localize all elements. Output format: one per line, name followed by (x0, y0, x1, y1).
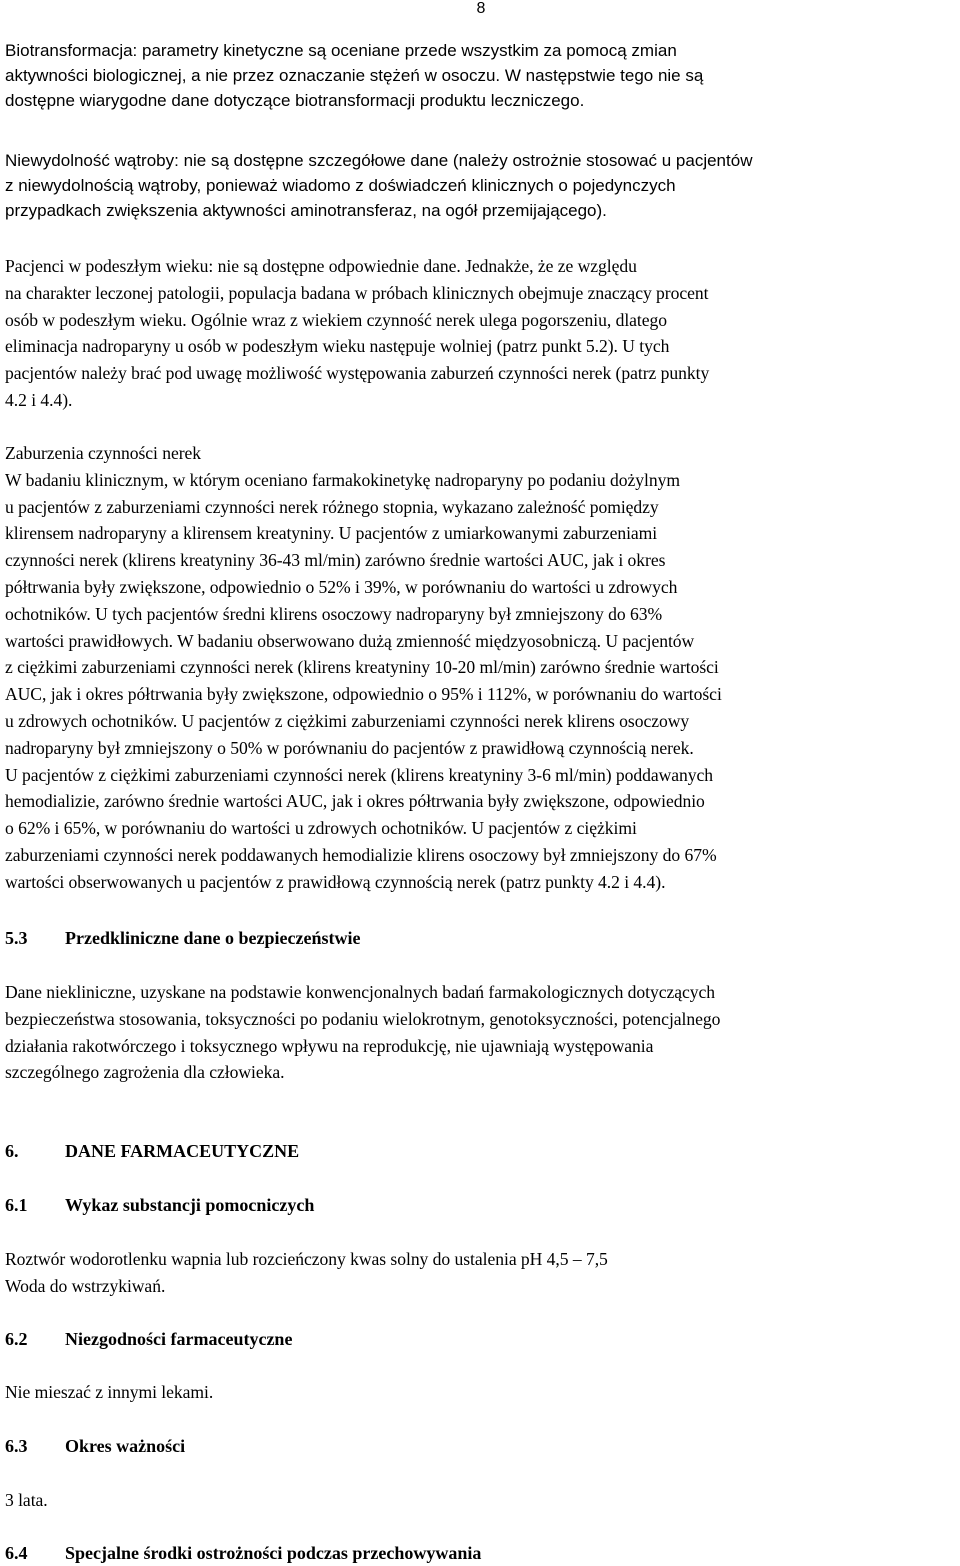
section-number: 6. (5, 1141, 19, 1161)
section-number: 6.3 (5, 1436, 28, 1456)
text-line: Pacjenci w podeszłym wieku: nie są dostępne odpowiednie dane. Jednakże, że ze względu (5, 256, 637, 276)
text-line: eliminacja nadroparyny u osób w podeszłym wieku następuje wolniej (patrz punkt 5.2). U tych (5, 336, 670, 357)
section-title: Specjalne środki ostrożności podczas przechowywania (65, 1543, 482, 1563)
section-title: Wykaz substancji pomocniczych (65, 1195, 315, 1215)
text-line: Dane niekliniczne, uzyskane na podstawie konwencjonalnych badań farmakologicznych dotyczących (5, 982, 716, 1002)
text-line: Nie mieszać z innymi lekami. (5, 1382, 214, 1402)
text-line: Woda do wstrzykiwań. (5, 1275, 166, 1296)
text-line: ochotników. U tych pacjentów średni klirens osoczowy nadroparyny był zmniejszony do 63% (5, 603, 663, 624)
text-line: bezpieczeństwa stosowania, toksyczności po podaniu wielokrotnym, genotoksyczności, potencjalnego (5, 1008, 721, 1029)
paragraph-preclinical (5, 979, 957, 1086)
paragraph-renal-impairment (5, 440, 957, 896)
paragraph-elderly (5, 253, 957, 414)
section-number: 6.1 (5, 1195, 28, 1215)
section-heading-6-2 (5, 1326, 957, 1352)
text-line: z ciężkimi zaburzeniami czynności nerek (klirens kreatyniny 10-20 ml/min) zarówno średnie wartości (5, 657, 719, 678)
section-heading-5-3 (5, 925, 957, 951)
section-number: 6.4 (5, 1543, 28, 1563)
text-line: klirensem nadroparyny a klirensem kreatyniny. U pacjentów z umiarkowanymi zaburzeniami (5, 523, 658, 544)
paragraph-biotransformation (5, 38, 957, 113)
paragraph-excipients (5, 1246, 957, 1300)
text-line: wartości obserwowanych u pacjentów z prawidłową czynnością nerek (patrz punkty 4.2 i 4.4). (5, 871, 666, 892)
text-line: Biotransformacja: parametry kinetyczne są oceniane przede wszystkim za pomocą zmian (5, 41, 677, 60)
page-number: 8 (476, 0, 486, 17)
section-title: Niezgodności farmaceutyczne (65, 1329, 293, 1349)
text-line: półtrwania były zwiększone, odpowiednio o 52% i 39%, w porównaniu do wartości u zdrowych (5, 576, 678, 597)
text-line: pacjentów należy brać pod uwagę możliwość występowania zaburzeń czynności nerek (patrz punkty (5, 363, 710, 384)
text-line: 3 lata. (5, 1490, 48, 1510)
section-number: 5.3 (5, 928, 28, 948)
text-line: na charakter leczonej patologii, populacja badana w próbach klinicznych obejmuje znaczący procent (5, 282, 709, 303)
text-line: U pacjentów z ciężkimi zaburzeniami czynności nerek (klirens kreatyniny 3-6 ml/min) poddawanych (5, 764, 714, 785)
text-line: Zaburzenia czynności nerek (5, 443, 202, 463)
text-line: nadroparyny był zmniejszony o 50% w porównaniu do pacjentów z prawidłową czynnością nerek. (5, 737, 694, 758)
section-heading-6-3 (5, 1433, 957, 1459)
section-title: Okres ważności (65, 1436, 186, 1456)
text-line: 4.2 i 4.4). (5, 389, 73, 410)
paragraph-liver-impairment (5, 148, 957, 223)
text-line: czynności nerek (klirens kreatyniny 36-43 ml/min) zarówno średnie wartości AUC, jak i okres (5, 550, 666, 571)
text-line: u zdrowych ochotników. U pacjentów z ciężkimi zaburzeniami czynności nerek klirens osoczowy (5, 710, 690, 731)
text-line: Roztwór wodorotlenku wapnia lub rozcieńczony kwas solny do ustalenia pH 4,5 – 7,5 (5, 1249, 608, 1269)
text-line: dostępne wiarygodne dane dotyczące biotransformacji produktu leczniczego. (5, 91, 585, 110)
text-line: działania rakotwórczego i toksycznego wpływu na reprodukcję, nie ujawniają występowania (5, 1035, 654, 1056)
paragraph-shelf-life (5, 1487, 957, 1514)
text-line: osób w podeszłym wieku. Ogólnie wraz z wiekiem czynność nerek ulega pogorszeniu, dlatego (5, 309, 668, 330)
text-line: z niewydolnością wątroby, ponieważ wiadomo z doświadczeń klinicznych o pojedynczych (5, 176, 676, 195)
text-line: zaburzeniami czynności nerek poddawanych hemodializie klirens osoczowy był zmniejszony do 67% (5, 844, 717, 865)
section-title: Przedkliniczne dane o bezpieczeństwie (65, 928, 361, 948)
text-line: u pacjentów z zaburzeniami czynności nerek różnego stopnia, wykazano zależność pomiędzy (5, 496, 659, 517)
section-heading-6 (5, 1138, 957, 1164)
text-line: przypadkach zwiększenia aktywności aminotransferaz, na ogół przemijającego). (5, 201, 607, 220)
text-line: aktywności biologicznej, a nie przez oznaczanie stężeń w osoczu. W następstwie tego nie są (5, 66, 704, 85)
paragraph-incompatibilities (5, 1379, 957, 1406)
text-line: wartości prawidłowych. W badaniu obserwowano dużą zmienność międzyosobniczą. U pacjentów (5, 630, 695, 651)
section-heading-6-4 (5, 1540, 957, 1566)
section-number: 6.2 (5, 1329, 28, 1349)
text-line: o 62% i 65%, w porównaniu do wartości u zdrowych ochotników. U pacjentów z ciężkimi (5, 818, 637, 839)
text-line: W badaniu klinicznym, w którym oceniano farmakokinetykę nadroparyny po podaniu dożylnym (5, 469, 680, 490)
text-line: Niewydolność wątroby: nie są dostępne szczegółowe dane (należy ostrożnie stosować u pacjentów (5, 151, 753, 170)
section-heading-6-1 (5, 1192, 957, 1218)
text-line: szczególnego zagrożenia dla człowieka. (5, 1062, 285, 1083)
text-line: AUC, jak i okres półtrwania były zwiększone, odpowiednio o 95% i 112%, w porównaniu do wartości (5, 684, 722, 705)
text-line: hemodializie, zarówno średnie wartości AUC, jak i okres półtrwania były zwiększone, odpowiednio (5, 791, 705, 812)
section-title: DANE FARMACEUTYCZNE (65, 1141, 300, 1161)
